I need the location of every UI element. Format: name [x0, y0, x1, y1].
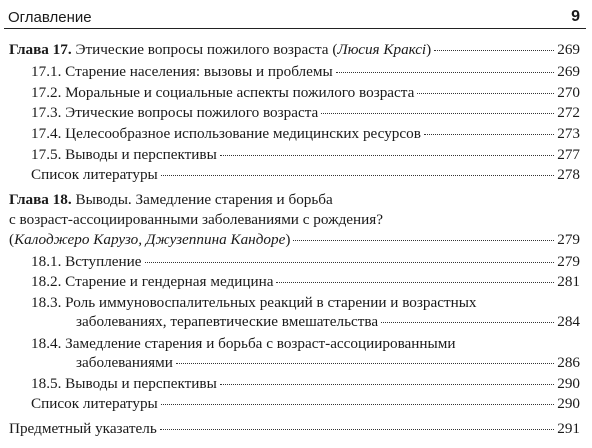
section-title-line1: Роль иммуновоспалительных реакций в старении и возрастных: [65, 294, 477, 311]
leader-dots: [161, 175, 554, 176]
section-title-line1: Замедление старения и борьба с возраст-ассоциированными: [65, 335, 456, 352]
toc-entry-section-18-4-line1[interactable]: [31, 335, 456, 353]
running-header: [8, 4, 580, 26]
chapter-label: Глава 17.: [9, 41, 72, 58]
toc-entry-section[interactable]: [31, 125, 580, 143]
toc-entry-section[interactable]: [31, 146, 580, 164]
toc-entry-chapter-18-line2: [9, 211, 383, 229]
section-number: 17.4.: [31, 125, 62, 142]
toc-entry-section[interactable]: [31, 84, 580, 102]
section-title: Выводы и перспективы: [65, 375, 217, 392]
section-number: 18.2.: [31, 273, 62, 290]
toc-entry-subject-index[interactable]: [9, 420, 580, 438]
chapter-title-line1: Выводы. Замедление старения и борьба: [75, 191, 333, 208]
toc-entry-chapter-18-line1[interactable]: [9, 191, 333, 209]
leader-dots: [160, 429, 554, 430]
section-number: 18.4.: [31, 335, 62, 352]
header-rule: [4, 28, 586, 29]
references-title: Список литературы: [31, 166, 158, 183]
toc-entry-section-18-3-line2: [76, 313, 580, 331]
toc-entry-section[interactable]: [31, 253, 580, 271]
section-title: Вступление: [65, 253, 142, 270]
leader-dots: [276, 282, 554, 283]
toc-entry-references[interactable]: [31, 166, 580, 184]
page-number: 279: [557, 253, 580, 270]
section-title: Старение населения: вызовы и проблемы: [65, 63, 333, 80]
page-number: 279: [557, 231, 580, 248]
page-number: 290: [557, 395, 580, 412]
toc-entry-chapter-17[interactable]: Глава 17. Этические вопросы пожилого возраста (Люсия Краксі) 269: [9, 41, 580, 58]
leader-dots: [161, 404, 554, 405]
toc-entry-references[interactable]: [31, 395, 580, 413]
page-number: 286: [557, 354, 580, 371]
section-number: 17.3.: [31, 104, 62, 121]
toc-entry-section[interactable]: [31, 104, 580, 122]
index-title: Предметный указатель: [9, 420, 157, 437]
header-title: Оглавление: [8, 9, 92, 26]
page-number: 277: [557, 146, 580, 163]
chapter-authors: Калоджеро Карузо, Джузеппина Кандоре: [14, 231, 286, 248]
section-title: Целесообразное использование медицинских ресурсов: [65, 125, 421, 142]
toc-entry-section-18-3-line1[interactable]: [31, 294, 477, 312]
leader-dots: [176, 363, 554, 364]
chapter-label: Глава 18.: [9, 191, 72, 208]
section-title: Моральные и социальные аспекты пожилого возраста: [65, 84, 415, 101]
page-number: 272: [557, 104, 580, 121]
page-number: 284: [557, 313, 580, 330]
page-number: 281: [557, 273, 580, 290]
references-title: Список литературы: [31, 395, 158, 412]
leader-dots: [417, 93, 554, 94]
toc-entry-chapter-18-authors[interactable]: (Калоджеро Карузо, Джузеппина Кандоре) 279: [9, 231, 580, 248]
leader-dots: [434, 50, 554, 51]
page-number: 269: [557, 41, 580, 58]
leader-dots: [293, 240, 554, 241]
chapter-author: Люсия Краксі: [337, 41, 427, 58]
leader-dots: [381, 322, 554, 323]
chapter-title-line2: с возраст-ассоциированными заболеваниями с рождения?: [9, 211, 384, 228]
page-number: 273: [557, 125, 580, 142]
leader-dots: [220, 155, 554, 156]
section-title-line2: заболеваниях, терапевтические вмешательства: [76, 313, 379, 330]
toc-entry-section-18-4-line2: [76, 354, 580, 372]
section-number: 18.5.: [31, 375, 62, 392]
leader-dots: [145, 262, 555, 263]
section-number: 18.1.: [31, 253, 62, 270]
section-number: 17.5.: [31, 146, 62, 163]
section-number: 18.3.: [31, 294, 62, 311]
page-number: 291: [557, 420, 580, 437]
page-number: 278: [557, 166, 580, 183]
page-number: 270: [557, 84, 580, 101]
section-title: Старение и гендерная медицина: [65, 273, 274, 290]
leader-dots: [336, 72, 555, 73]
leader-dots: [424, 134, 554, 135]
section-title-line2: заболеваниями: [76, 354, 173, 371]
leader-dots: [220, 384, 554, 385]
header-page-number: 9: [571, 8, 580, 25]
page-number: 290: [557, 375, 580, 392]
section-title: Выводы и перспективы: [65, 146, 217, 163]
page-number: 269: [557, 63, 580, 80]
chapter-title: Этические вопросы пожилого возраста (: [75, 41, 338, 58]
section-title: Этические вопросы пожилого возраста: [65, 104, 319, 121]
toc-entry-section[interactable]: [31, 375, 580, 393]
toc-entry-section[interactable]: [31, 273, 580, 291]
section-number: 17.2.: [31, 84, 62, 101]
leader-dots: [321, 113, 554, 114]
toc-entry-section[interactable]: [31, 63, 580, 81]
section-number: 17.1.: [31, 63, 62, 80]
